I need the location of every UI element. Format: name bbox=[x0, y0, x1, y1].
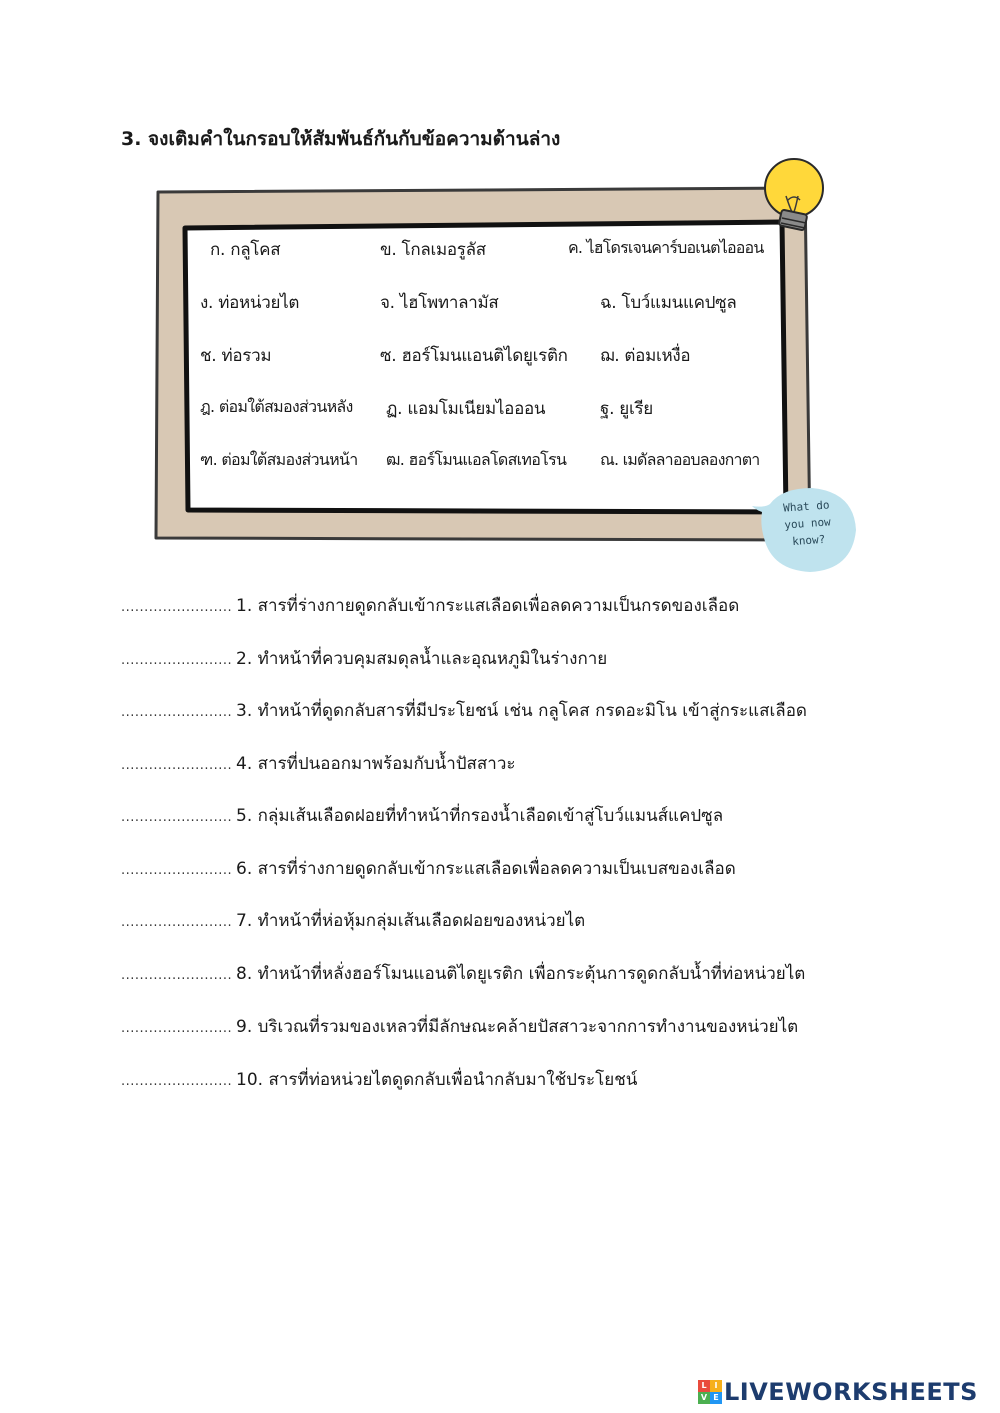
brand-name: LIVEWORKSHEETS bbox=[724, 1378, 978, 1406]
question-row bbox=[121, 1066, 637, 1093]
answer-blank[interactable]: ........................ bbox=[121, 600, 233, 615]
answer-blank[interactable]: ........................ bbox=[121, 1074, 233, 1089]
word-bank bbox=[188, 226, 778, 508]
question-row bbox=[121, 907, 585, 934]
answer-blank[interactable]: ........................ bbox=[121, 968, 233, 983]
word-bank-item: ฒ. ฮอร์โมนแอลโดสเทอโรน bbox=[386, 450, 567, 469]
word-bank-item: ง. ท่อหน่วยไต bbox=[200, 293, 300, 313]
question-text: 10. สารที่ท่อหน่วยไตดูดกลับเพื่อนำกลับมาใช้ประโยชน์ bbox=[236, 1070, 638, 1090]
logo-letter: L bbox=[698, 1380, 710, 1392]
logo-letter: V bbox=[698, 1392, 710, 1404]
speech-bubble-text: What do you now know? bbox=[782, 498, 832, 549]
word-bank-item: ณ. เมดัลลาออบลองกาตา bbox=[600, 450, 760, 469]
question-text: 9. บริเวณที่รวมของเหลวที่มีลักษณะคล้ายปัสสาวะจากการทำงานของหน่วยไต bbox=[236, 1017, 799, 1037]
answer-blank[interactable]: ........................ bbox=[121, 915, 233, 930]
logo-letter: E bbox=[710, 1392, 722, 1404]
answer-blank[interactable]: ........................ bbox=[121, 653, 233, 668]
word-bank-item: ช. ท่อรวม bbox=[200, 346, 272, 366]
word-bank-item: ฎ. ต่อมใต้สมองส่วนหลัง bbox=[200, 397, 353, 416]
question-text: 3. ทำหน้าที่ดูดกลับสารที่มีประโยชน์ เช่น กลูโคส กรดอะมิโน เข้าสู่กระแสเลือด bbox=[236, 701, 807, 721]
question-text: 8. ทำหน้าที่หลั่งฮอร์โมนแอนติไดยูเรติก เพื่อกระตุ้นการดูดกลับน้ำที่ท่อหน่วยไต bbox=[236, 964, 806, 984]
word-bank-item: ฌ. ต่อมเหงื่อ bbox=[600, 346, 691, 366]
word-bank-item: ฉ. โบว์แมนแคปซูล bbox=[600, 293, 737, 313]
question-text: 7. ทำหน้าที่ห่อหุ้มกลุ่มเส้นเลือดฝอยของหน่วยไต bbox=[236, 911, 586, 931]
answer-blank[interactable]: ........................ bbox=[121, 863, 233, 878]
question-row bbox=[121, 592, 739, 619]
word-bank-item: ฑ. ต่อมใต้สมองส่วนหน้า bbox=[200, 450, 358, 469]
question-row bbox=[121, 750, 516, 777]
question-text: 2. ทำหน้าที่ควบคุมสมดุลน้ำและอุณหภูมิในร่างกาย bbox=[236, 649, 608, 669]
question-row bbox=[121, 645, 607, 672]
answer-blank[interactable]: ........................ bbox=[121, 810, 233, 825]
question-text: 4. สารที่ปนออกมาพร้อมกับน้ำปัสสาวะ bbox=[236, 754, 516, 774]
speech-bubble bbox=[752, 482, 862, 577]
question-row bbox=[121, 697, 807, 724]
word-bank-item: จ. ไฮโพทาลามัส bbox=[380, 293, 499, 313]
question-row bbox=[121, 855, 736, 882]
word-bank-item: ฏ. แอมโมเนียมไอออน bbox=[386, 399, 546, 419]
answer-blank[interactable]: ........................ bbox=[121, 705, 233, 720]
word-bank-item: ฐ. ยูเรีย bbox=[600, 399, 653, 419]
question-row bbox=[121, 1013, 798, 1040]
question-text: 5. กลุ่มเส้นเลือดฝอยที่ทำหน้าที่กรองน้ำเลือดเข้าสู่โบว์แมนส์แคปซูล bbox=[236, 806, 724, 826]
question-row bbox=[121, 960, 805, 987]
liveworksheets-brand bbox=[698, 1378, 978, 1406]
word-bank-item: ซ. ฮอร์โมนแอนติไดยูเรติก bbox=[380, 346, 568, 366]
logo-letter: I bbox=[710, 1380, 722, 1392]
answer-blank[interactable]: ........................ bbox=[121, 758, 233, 773]
question-text: 6. สารที่ร่างกายดูดกลับเข้ากระแสเลือดเพื่อลดความเป็นเบสของเลือด bbox=[236, 859, 736, 879]
word-bank-item: ข. โกลเมอรูลัส bbox=[380, 240, 486, 260]
answer-blank[interactable]: ........................ bbox=[121, 1021, 233, 1036]
word-bank-item: ค. ไฮโดรเจนคาร์บอเนตไอออน bbox=[568, 238, 764, 257]
question-row bbox=[121, 802, 723, 829]
word-bank-item: ก. กลูโคส bbox=[210, 240, 281, 260]
question-text: 1. สารที่ร่างกายดูดกลับเข้ากระแสเลือดเพื่อลดความเป็นกรดของเลือด bbox=[236, 596, 740, 616]
exercise-heading: 3. จงเติมคำในกรอบให้สัมพันธ์กันกับข้อความด้านล่าง bbox=[121, 128, 561, 150]
liveworksheets-logo-icon bbox=[698, 1380, 722, 1404]
